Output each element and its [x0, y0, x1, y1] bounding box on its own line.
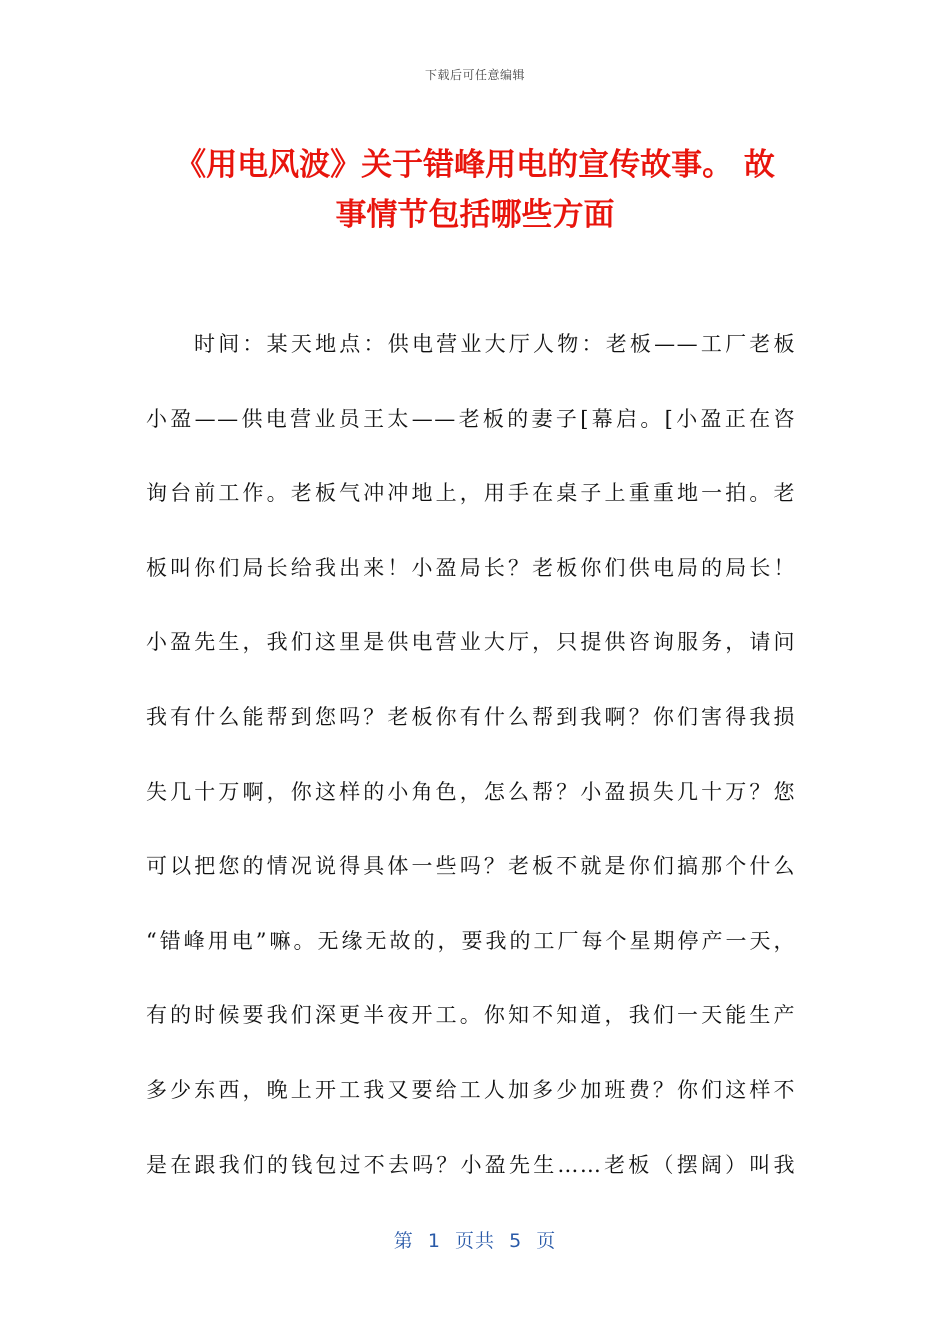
body-line: “错峰用电”嘛。无缘无故的，要我的工厂每个星期停产一天，: [146, 928, 796, 953]
body-line: 板叫你们局长给我出来！小盈局长？老板你们供电局的局长！: [146, 555, 796, 580]
body-line: 时间：某天地点：供电营业大厅人物：老板——工厂老板: [194, 332, 796, 356]
download-note: 下载后可任意编辑: [424, 68, 525, 82]
document-body: [146, 318, 796, 1213]
document-title: [140, 140, 810, 240]
page-number-footer: [0, 1226, 950, 1253]
body-line: 小盈先生，我们这里是供电营业大厅，只提供咨询服务，请问: [146, 630, 796, 655]
title-line-1: 《用电风波》关于错峰用电的宣传故事。 故: [175, 147, 775, 183]
body-line: 询台前工作。老板气冲冲地上，用手在桌子上重重地一拍。老: [146, 481, 796, 506]
body-line: 失几十万啊，你这样的小角色，怎么帮？小盈损失几十万？您: [146, 779, 796, 804]
body-line: 小盈——供电营业员王太——老板的妻子[幕启。[小盈正在咨: [146, 406, 796, 431]
title-line-2: 事情节包括哪些方面: [335, 197, 615, 233]
body-line: 我有什么能帮到您吗？老板你有什么帮到我啊？你们害得我损: [146, 704, 796, 729]
body-line: 可以把您的情况说得具体一些吗？老板不就是你们搞那个什么: [146, 854, 796, 879]
body-line: 多少东西，晚上开工我又要给工人加多少加班费？你们这样不: [146, 1077, 796, 1102]
page-number-label: 第 1 页共 5 页: [393, 1230, 557, 1252]
body-line: 有的时候要我们深更半夜开工。你知不知道，我们一天能生产: [146, 1003, 796, 1028]
body-line: 是在跟我们的钱包过不去吗？小盈先生……老板（摆阔）叫我: [146, 1152, 796, 1177]
